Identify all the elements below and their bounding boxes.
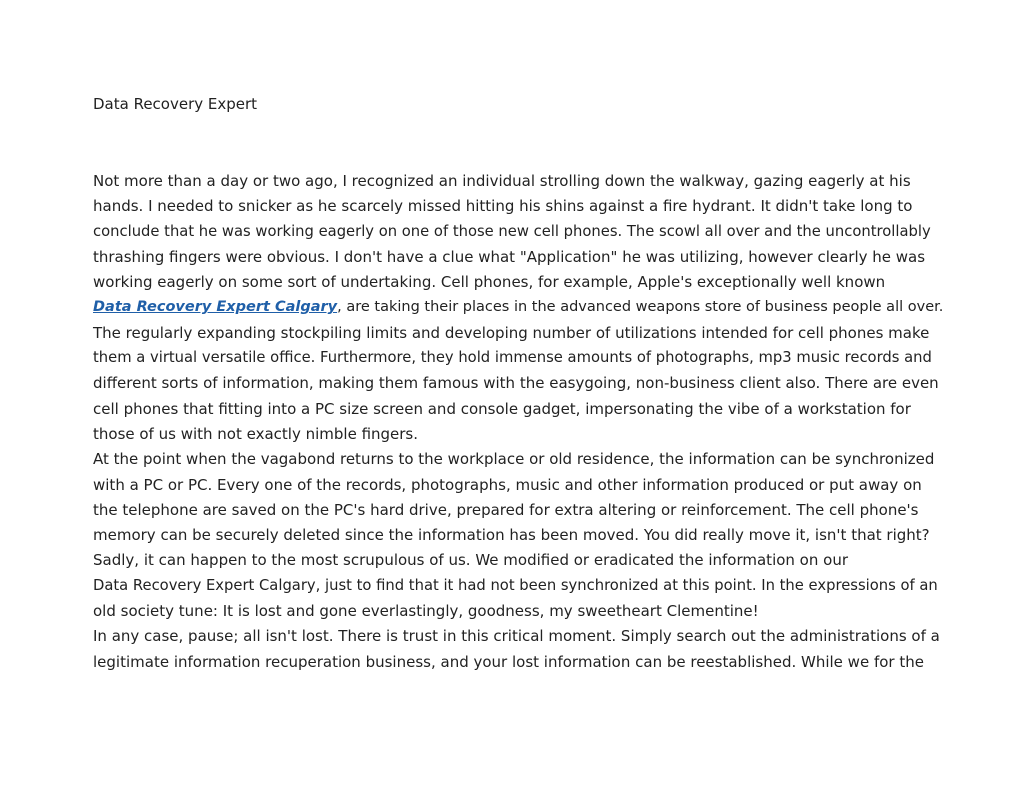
text-line: with a PC or PC. Every one of the records, photographs, music and other information produced or put away on	[93, 475, 922, 494]
text-line: old society tune: It is lost and gone everlastingly, goodness, my sweetheart Clementine!	[93, 602, 759, 621]
text-line: At the point when the vagabond returns to the workplace or old residence, the information can be synchronized	[93, 450, 935, 469]
text-line: the telephone are saved on the PC's hard drive, prepared for extra altering or reinforcement. The cell phone's	[93, 500, 919, 519]
text-line: working eagerly on some sort of undertaking. Cell phones, for example, Apple's exceptionally well known	[93, 273, 886, 292]
document-title: Data Recovery Expert	[93, 95, 258, 113]
text-line: them a virtual versatile office. Furthermore, they hold immense amounts of photographs, mp3 music records and	[93, 349, 932, 367]
text-line-with-link	[93, 297, 943, 322]
text-line: different sorts of information, making them famous with the easygoing, non-business client also. There are even	[93, 374, 939, 393]
text-line: In any case, pause; all isn't lost. There is trust in this critical moment. Simply search out the administrations of a	[93, 627, 940, 646]
text-line: Data Recovery Expert Calgary, just to find that it had not been synchronized at this point. In the expressions of an	[93, 576, 938, 594]
text-line: those of us with not exactly nimble fingers.	[93, 424, 419, 443]
text-line: Sadly, it can happen to the most scrupulous of us. We modified or eradicated the information on our	[93, 551, 848, 570]
text-line: memory can be securely deleted since the information has been moved. You did really move it, isn't that right?	[93, 526, 930, 545]
text-line: cell phones that fitting into a PC size screen and console gadget, impersonating the vibe of a workstation for	[93, 399, 911, 418]
text-line: legitimate information recuperation business, and your lost information can be reestablished. While we for the	[93, 652, 924, 671]
text-line-fragment: , are taking their places in the advanced weapons store of business people all over.	[337, 299, 944, 316]
data-recovery-link[interactable]: Data Recovery Expert Calgary	[93, 299, 338, 316]
text-line: The regularly expanding stockpiling limits and developing number of utilizations intended for cell phones make	[93, 323, 930, 342]
text-line: Not more than a day or two ago, I recognized an individual strolling down the walkway, gazing eagerly at his	[93, 172, 911, 190]
document-body	[93, 171, 943, 677]
text-line: conclude that he was working eagerly on one of those new cell phones. The scowl all over and the uncontrollably	[93, 222, 931, 240]
text-line: thrashing fingers were obvious. I don't have a clue what "Application" he was utilizing, however clearly he was	[93, 247, 926, 266]
text-line: hands. I needed to snicker as he scarcely missed hitting his shins against a fire hydrant. It didn't take long to	[93, 197, 913, 216]
